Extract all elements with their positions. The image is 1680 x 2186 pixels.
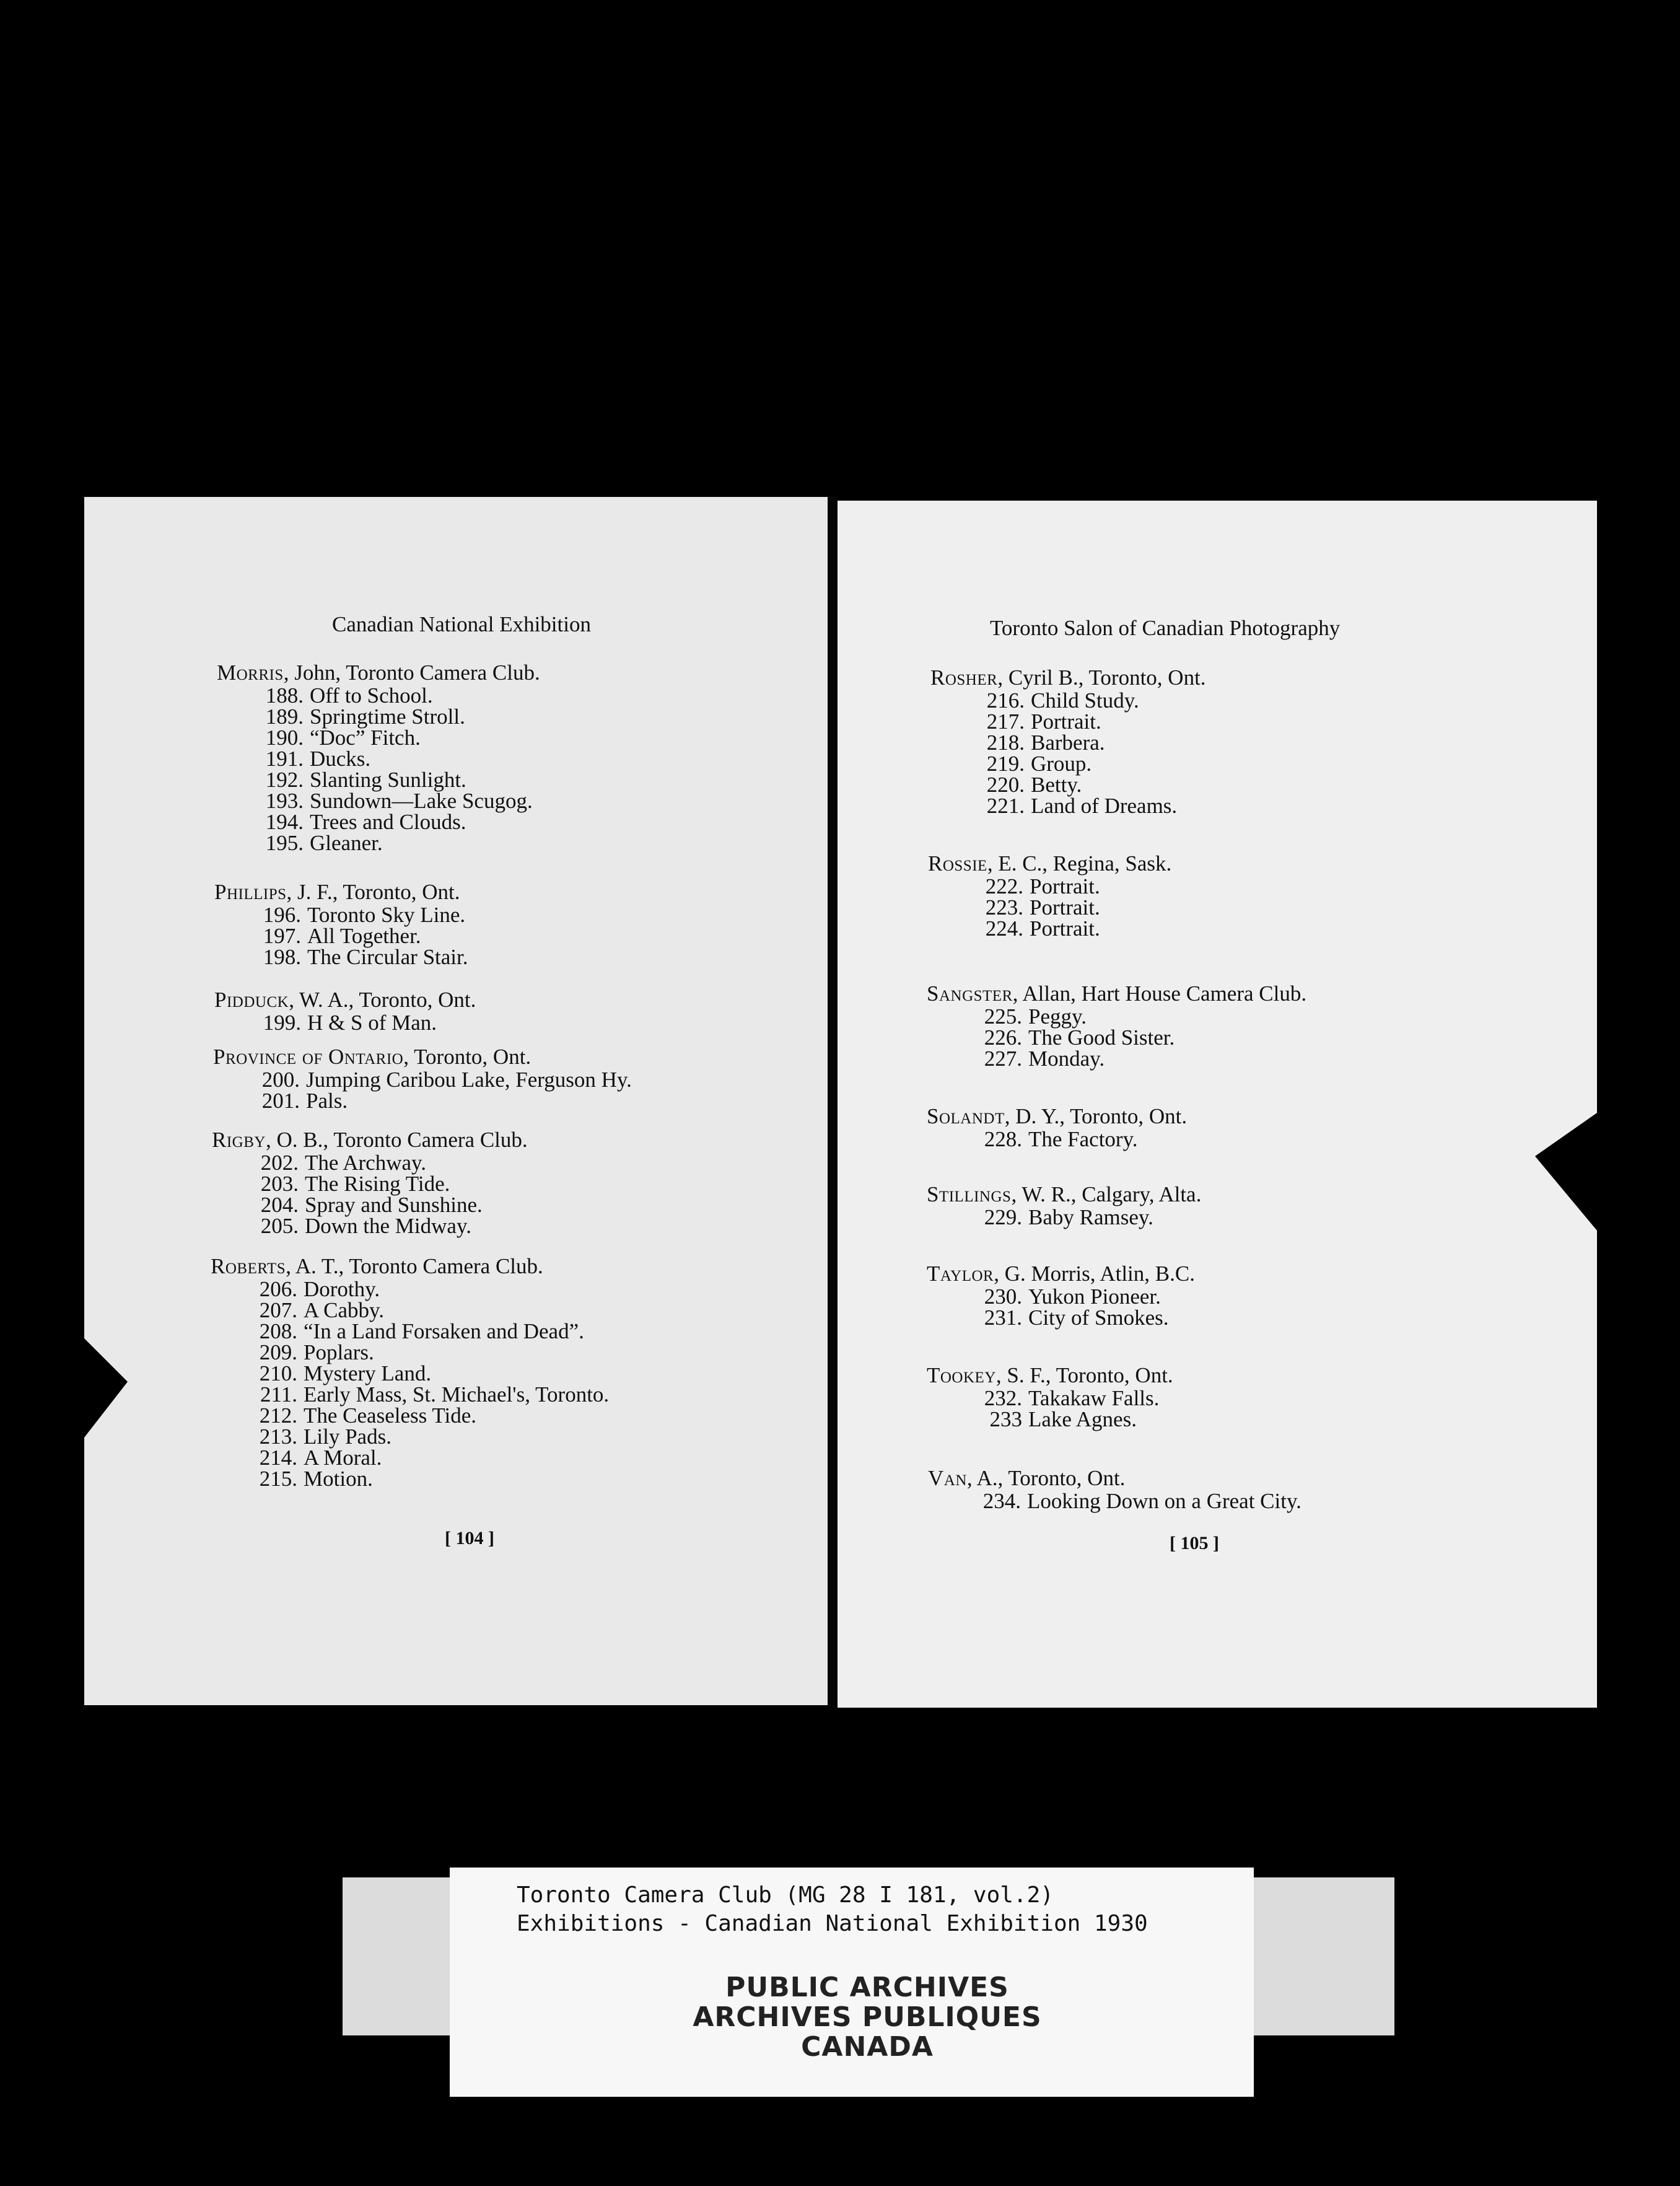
work-item: 200. Jumping Caribou Lake, Ferguson Hy.	[261, 1068, 632, 1092]
stamp-line: ARCHIVES PUBLIQUES	[693, 2001, 1042, 2033]
exhibitor-entry	[930, 665, 1206, 817]
work-item: 191. Ducks.	[265, 747, 371, 771]
exhibitor-details: , A. T., Toronto Camera Club.	[286, 1254, 543, 1278]
work-item: 189. Springtime Stroll.	[265, 705, 465, 729]
exhibitor-entry	[214, 880, 468, 968]
exhibitor-details: , G. Morris, Atlin, B.C.	[994, 1262, 1195, 1286]
exhibitor-surname: Tookey	[927, 1363, 996, 1387]
work-item: 204. Spray and Sunshine.	[260, 1193, 483, 1217]
exhibitor-details: , S. F., Toronto, Ont.	[995, 1363, 1173, 1387]
exhibitor-entry	[927, 981, 1306, 1069]
exhibitor-details: , Toronto, Ont.	[403, 1045, 532, 1069]
work-item: 214. A Moral.	[259, 1446, 382, 1470]
exhibitor-surname: Solandt	[927, 1104, 1005, 1128]
work-item: 216. Child Study.	[986, 688, 1139, 713]
work-item: 219. Group.	[986, 752, 1092, 776]
work-item: 199. H & S of Man.	[263, 1011, 437, 1035]
work-item: 194. Trees and Clouds.	[265, 810, 466, 834]
work-item: 207. A Cabby.	[259, 1298, 384, 1322]
work-item: 227. Monday.	[984, 1047, 1105, 1071]
work-item: 228. The Factory.	[984, 1127, 1138, 1151]
work-item: 192. Slanting Sunlight.	[265, 768, 466, 792]
work-item: 220. Betty.	[986, 773, 1082, 797]
work-item: 212. The Ceaseless Tide.	[259, 1403, 477, 1428]
work-item: 193. Sundown—Lake Scugog.	[265, 789, 533, 813]
exhibitor-surname: Rossie	[928, 851, 987, 876]
left-page-number: [ 104 ]	[445, 1528, 494, 1548]
exhibitor-details: , Cyril B., Toronto, Ont.	[997, 665, 1206, 690]
stamp-line: CANADA	[801, 2031, 934, 2063]
work-item: 231. City of Smokes.	[984, 1306, 1169, 1330]
exhibitor-surname: Rigby	[212, 1128, 266, 1152]
exhibitor-entry	[928, 851, 1171, 939]
work-item: 195. Gleaner.	[265, 831, 383, 855]
work-item: 201. Pals.	[261, 1089, 348, 1113]
work-item: 196. Toronto Sky Line.	[263, 903, 466, 927]
exhibitor-entry	[927, 1182, 1201, 1228]
exhibitor-details: , W. R., Calgary, Alta.	[1011, 1182, 1202, 1206]
work-item: 215. Motion.	[259, 1467, 373, 1491]
work-item: 198. The Circular Stair.	[263, 945, 468, 969]
work-item: 224. Portrait.	[985, 916, 1100, 941]
exhibitor-entry	[212, 1128, 528, 1237]
book-gutter	[828, 496, 838, 1710]
work-item: 221. Land of Dreams.	[986, 794, 1178, 818]
archive-stamp	[657, 1973, 1078, 2062]
work-item: 205. Down the Midway.	[260, 1214, 471, 1238]
exhibitor-surname: Taylor	[927, 1262, 994, 1286]
exhibitor-details: , Allan, Hart House Camera Club.	[1012, 981, 1307, 1006]
work-item: 202. The Archway.	[260, 1151, 426, 1175]
exhibitor-entry	[928, 1466, 1302, 1512]
work-item: 222. Portrait.	[985, 874, 1100, 898]
right-page-number: [ 105 ]	[1170, 1533, 1219, 1553]
exhibitor-entry	[214, 988, 476, 1034]
exhibitor-details: , O. B., Toronto Camera Club.	[265, 1128, 528, 1152]
exhibitor-details: , A., Toronto, Ont.	[966, 1466, 1126, 1490]
left-running-head: Canadian National Exhibition	[332, 612, 591, 636]
exhibitor-surname: Phillips	[214, 880, 287, 904]
exhibitor-entry	[213, 1045, 632, 1112]
work-item: 203. The Rising Tide.	[260, 1172, 450, 1196]
exhibitor-surname: Rosher	[930, 665, 998, 690]
work-item: 229. Baby Ramsey.	[984, 1205, 1153, 1229]
exhibitor-details: , E. C., Regina, Sask.	[987, 851, 1172, 876]
work-item: 213. Lily Pads.	[259, 1424, 392, 1449]
right-running-head: Toronto Salon of Canadian Photography	[990, 616, 1341, 640]
work-item: 217. Portrait.	[986, 709, 1101, 734]
exhibitor-surname: Sangster	[927, 981, 1013, 1006]
work-item: 209. Poplars.	[259, 1340, 374, 1364]
exhibitor-details: , J. F., Toronto, Ont.	[286, 880, 460, 904]
work-item: 234. Looking Down on a Great City.	[982, 1489, 1302, 1513]
archive-label-line-2: Exhibitions - Canadian National Exhibition 1930	[517, 1911, 1148, 1936]
exhibitor-entry	[927, 1104, 1187, 1150]
work-item: 188. Off to School.	[265, 683, 433, 708]
work-item: 208. “In a Land Forsaken and Dead”.	[259, 1319, 584, 1343]
exhibitor-surname: Van	[928, 1466, 967, 1490]
work-item: 211. Early Mass, St. Michael's, Toronto.	[260, 1382, 610, 1407]
work-item: 218. Barbera.	[986, 731, 1105, 755]
work-item: 210. Mystery Land.	[259, 1361, 432, 1385]
work-item: 190. “Doc” Fitch.	[265, 726, 421, 750]
work-item: 233 Lake Agnes.	[989, 1407, 1137, 1431]
exhibitor-surname: Stillings	[927, 1182, 1012, 1206]
exhibitor-surname: Roberts	[211, 1254, 286, 1278]
page-tear-right	[1535, 1113, 1597, 1231]
work-item: 225. Peggy.	[984, 1004, 1087, 1029]
work-item: 206. Dorothy.	[259, 1277, 380, 1301]
page-tear-left	[84, 1338, 128, 1438]
exhibitor-details: , D. Y., Toronto, Ont.	[1004, 1104, 1188, 1128]
archive-label-line-1: Toronto Camera Club (MG 28 I 181, vol.2)	[517, 1882, 1054, 1908]
work-item: 230. Yukon Pioneer.	[984, 1284, 1161, 1309]
exhibitor-surname: Pidduck	[214, 988, 289, 1012]
exhibitor-details: , W. A., Toronto, Ont.	[289, 988, 476, 1012]
exhibitor-surname: Morris	[217, 661, 284, 685]
exhibitor-entry	[927, 1262, 1195, 1328]
work-item: 223. Portrait.	[985, 895, 1100, 920]
exhibitor-surname: Province of Ontario	[213, 1045, 404, 1069]
work-item: 226. The Good Sister.	[984, 1025, 1175, 1050]
work-item: 232. Takakaw Falls.	[984, 1386, 1160, 1410]
exhibitor-entry	[217, 661, 540, 854]
work-item: 197. All Together.	[263, 924, 421, 948]
exhibitor-details: , John, Toronto Camera Club.	[283, 661, 540, 685]
exhibitor-entry	[927, 1363, 1173, 1430]
exhibitor-entry	[211, 1254, 609, 1490]
stamp-line: PUBLIC ARCHIVES	[725, 1972, 1009, 2003]
